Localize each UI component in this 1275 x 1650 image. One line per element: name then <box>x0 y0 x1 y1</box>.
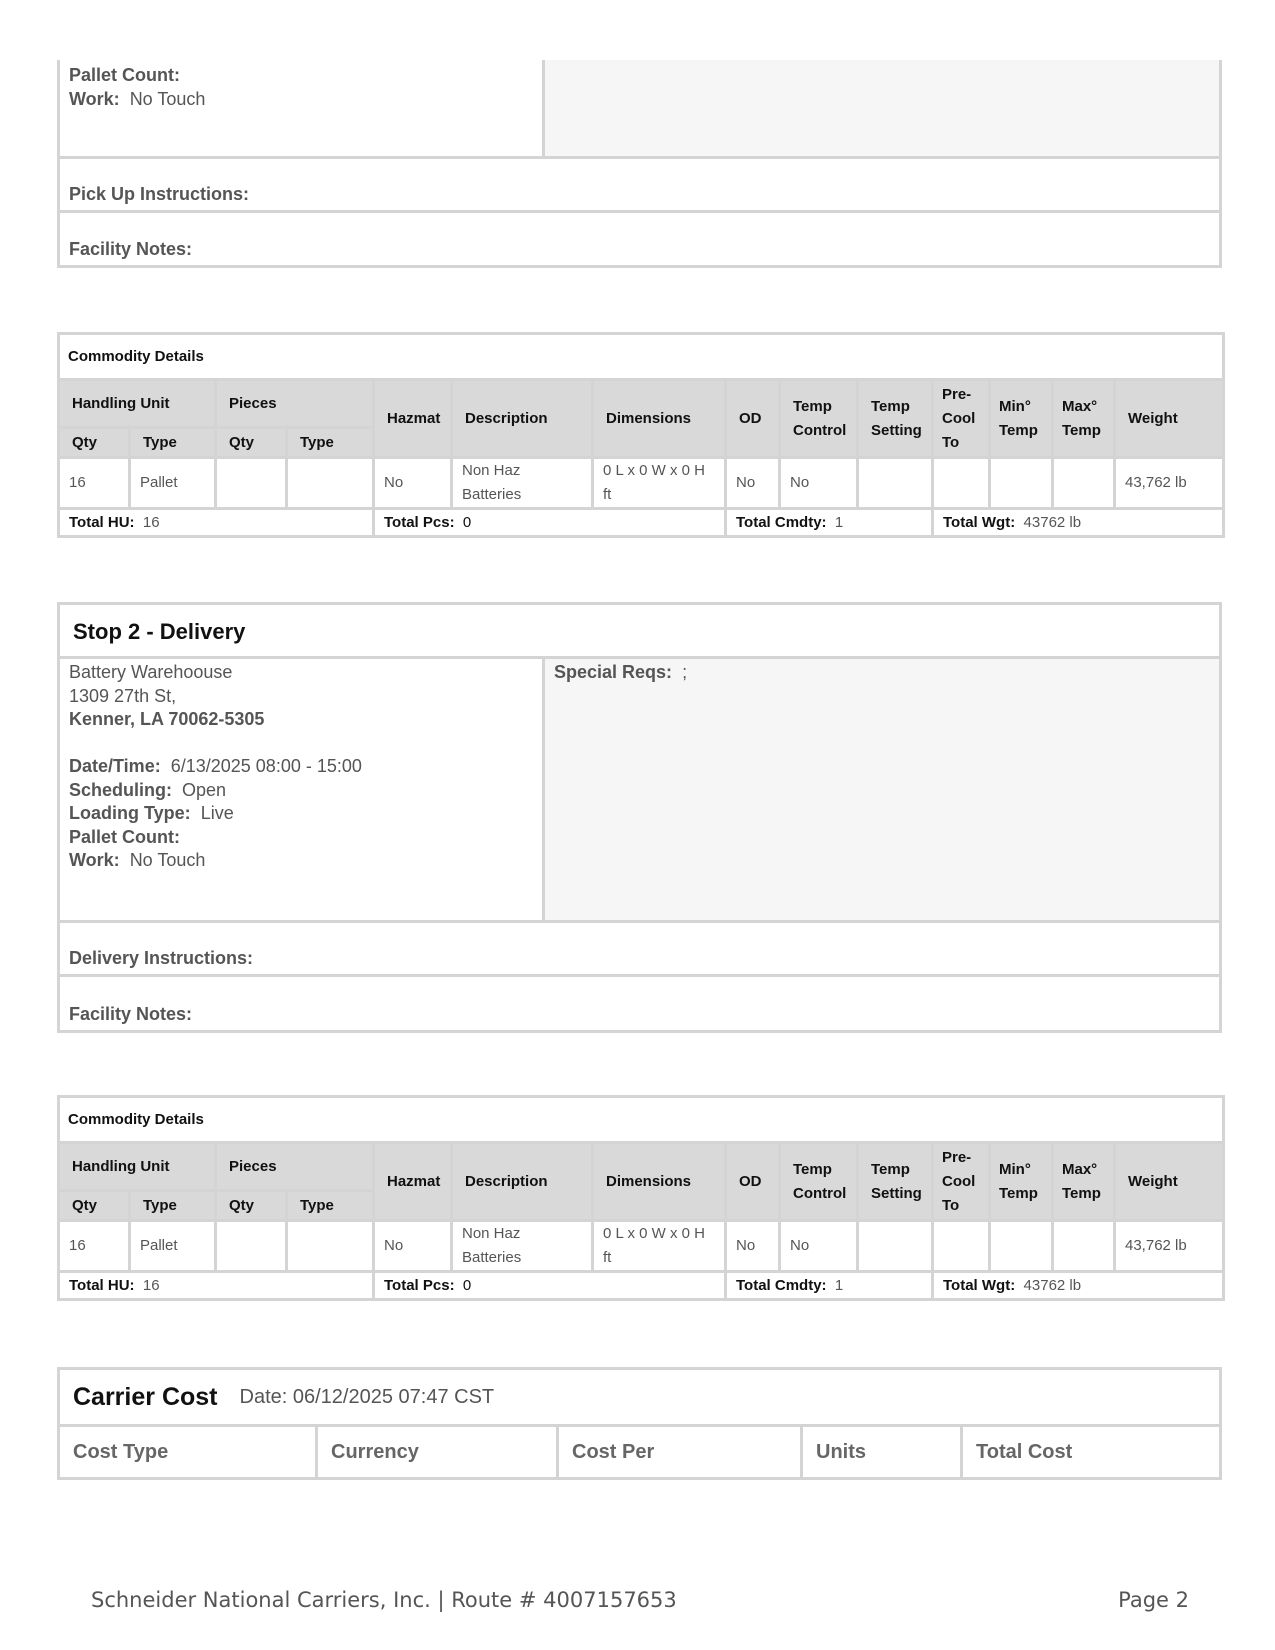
max-temp-header: Max° Temp <box>1053 380 1115 458</box>
datetime-value: 6/13/2025 08:00 - 15:00 <box>170 756 362 776</box>
carrier-cost-header-row <box>60 1427 1219 1477</box>
weight-cell: 43,762 lb <box>1115 1221 1224 1272</box>
pc-type-cell <box>287 1221 374 1272</box>
total-cmdty-value: 1 <box>834 514 844 531</box>
datetime-label: Date/Time: <box>69 756 161 776</box>
pickup-instructions-label: Pick Up Instructions: <box>69 183 250 204</box>
total-hu-label: Total HU: <box>69 514 135 531</box>
pc-qty-cell <box>216 1221 287 1272</box>
total-pcs-label: Total Pcs: <box>384 514 455 531</box>
work-label: Work: <box>69 88 120 109</box>
hazmat-header: Hazmat <box>374 380 452 458</box>
commodity-table <box>57 332 1225 538</box>
cost-type-header: Cost Type <box>60 1427 318 1477</box>
dimensions-header: Dimensions <box>593 1143 726 1221</box>
hu-type-header: Type <box>130 428 216 458</box>
work-label: Work: <box>69 850 120 870</box>
commodity-table <box>57 1095 1225 1301</box>
pieces-header: Pieces <box>216 380 374 428</box>
pc-type-header: Type <box>287 428 374 458</box>
special-reqs-value: ; <box>682 662 688 682</box>
pre-cool-header: Pre-Cool To <box>933 380 990 458</box>
od-header: OD <box>726 1143 780 1221</box>
weight-cell: 43,762 lb <box>1115 458 1224 509</box>
pallet-count-label: Pallet Count: <box>69 826 180 847</box>
pc-type-cell <box>287 458 374 509</box>
carrier-cost-title: Carrier Cost <box>73 1382 218 1411</box>
temp-control-cell: No <box>780 1221 858 1272</box>
pc-qty-header: Qty <box>216 1191 287 1221</box>
delivery-instructions-row <box>60 923 1219 977</box>
table-row <box>59 1221 1224 1272</box>
facility-notes-label: Facility Notes: <box>69 1003 193 1024</box>
carrier-cost-box <box>57 1367 1222 1480</box>
total-wgt-value: 43762 lb <box>1023 1277 1082 1294</box>
temp-setting-header: Temp Setting <box>858 380 933 458</box>
stop2-title: Stop 2 - Delivery <box>60 605 1219 659</box>
total-pcs-value: 0 <box>462 514 472 531</box>
pieces-header: Pieces <box>216 1143 374 1191</box>
description-cell: Non Haz Batteries <box>452 1221 593 1272</box>
stop2-details <box>60 659 545 920</box>
special-reqs-panel <box>545 659 1219 920</box>
hu-type-cell: Pallet <box>130 458 216 509</box>
pc-type-header: Type <box>287 1191 374 1221</box>
temp-control-header: Temp Control <box>780 380 858 458</box>
total-cmdty-label: Total Cmdty: <box>736 514 827 531</box>
min-temp-header: Min° Temp <box>990 1143 1053 1221</box>
temp-control-header: Temp Control <box>780 1143 858 1221</box>
weight-header: Weight <box>1115 380 1224 458</box>
cost-per-header: Cost Per <box>559 1427 803 1477</box>
od-cell: No <box>726 1221 780 1272</box>
pre-cool-cell <box>933 458 990 509</box>
temp-setting-header: Temp Setting <box>858 1143 933 1221</box>
max-temp-cell <box>1053 1221 1115 1272</box>
scheduling-label: Scheduling: <box>69 779 172 800</box>
work-value: No Touch <box>129 88 206 109</box>
hu-qty-header: Qty <box>59 428 130 458</box>
max-temp-cell <box>1053 458 1115 509</box>
weight-header: Weight <box>1115 1143 1224 1221</box>
table-row <box>59 458 1224 509</box>
delivery-instructions-label: Delivery Instructions: <box>69 947 254 968</box>
total-wgt-value: 43762 lb <box>1023 514 1082 531</box>
facility-notes-row <box>60 977 1219 1030</box>
pre-cool-header: Pre-Cool To <box>933 1143 990 1221</box>
handling-unit-header: Handling Unit <box>59 1143 216 1191</box>
max-temp-header: Max° Temp <box>1053 1143 1115 1221</box>
total-cost-header: Total Cost <box>976 1441 1073 1463</box>
pc-qty-cell <box>216 458 287 509</box>
temp-setting-cell <box>858 458 933 509</box>
commodity-details-1 <box>57 332 1222 538</box>
hazmat-header: Hazmat <box>374 1143 452 1221</box>
total-pcs-value: 0 <box>462 1277 472 1294</box>
hu-type-header: Type <box>130 1191 216 1221</box>
city-state-zip: Kenner, LA 70062-5305 <box>69 709 265 729</box>
loading-type-value: Live <box>200 803 234 823</box>
total-pcs-label: Total Pcs: <box>384 1277 455 1294</box>
pallet-count-label: Pallet Count: <box>69 65 180 85</box>
stop1-details <box>60 60 545 156</box>
dimensions-header: Dimensions <box>593 380 726 458</box>
special-reqs-label: Special Reqs: <box>554 662 673 682</box>
street-address: 1309 27th St, <box>69 685 177 706</box>
hu-qty-cell: 16 <box>59 1221 130 1272</box>
scheduling-value: Open <box>182 779 227 800</box>
facility-name: Battery Warehoouse <box>69 662 233 682</box>
description-cell: Non Haz Batteries <box>452 458 593 509</box>
totals-row <box>59 509 1224 537</box>
facility-notes-row <box>60 213 1219 265</box>
facility-notes-label: Facility Notes: <box>69 238 193 259</box>
hu-qty-cell: 16 <box>59 458 130 509</box>
hu-qty-header: Qty <box>59 1191 130 1221</box>
total-wgt-label: Total Wgt: <box>943 514 1016 531</box>
pickup-instructions-row <box>60 159 1219 213</box>
min-temp-header: Min° Temp <box>990 380 1053 458</box>
totals-row <box>59 1272 1224 1300</box>
footer-page-number: Page 2 <box>1118 1588 1189 1612</box>
description-header: Description <box>452 380 593 458</box>
dimensions-cell: 0 L x 0 W x 0 H ft <box>593 458 726 509</box>
footer-company-route: Schneider National Carriers, Inc. | Route # 4007157653 <box>91 1588 677 1612</box>
total-hu-value: 16 <box>142 1277 160 1294</box>
hu-type-cell: Pallet <box>130 1221 216 1272</box>
dimensions-cell: 0 L x 0 W x 0 H ft <box>593 1221 726 1272</box>
hazmat-cell: No <box>374 458 452 509</box>
pre-cool-cell <box>933 1221 990 1272</box>
temp-control-cell: No <box>780 458 858 509</box>
carrier-cost-date: Date: 06/12/2025 07:47 CST <box>239 1385 495 1408</box>
min-temp-cell <box>990 458 1053 509</box>
total-cmdty-label: Total Cmdty: <box>736 1277 827 1294</box>
description-header: Description <box>452 1143 593 1221</box>
total-wgt-label: Total Wgt: <box>943 1277 1016 1294</box>
commodity-title: Commodity Details <box>59 1097 1224 1143</box>
currency-header: Currency <box>318 1427 559 1477</box>
min-temp-cell <box>990 1221 1053 1272</box>
total-hu-value: 16 <box>142 514 160 531</box>
hazmat-cell: No <box>374 1221 452 1272</box>
stop1-info-box <box>57 60 1222 268</box>
od-cell: No <box>726 458 780 509</box>
stop2-box <box>57 602 1222 1033</box>
od-header: OD <box>726 380 780 458</box>
loading-type-label: Loading Type: <box>69 803 191 823</box>
total-cmdty-value: 1 <box>834 1277 844 1294</box>
work-value: No Touch <box>129 850 206 870</box>
stop1-special-panel <box>545 60 1219 156</box>
temp-setting-cell <box>858 1221 933 1272</box>
commodity-details-2 <box>57 1095 1222 1301</box>
commodity-title: Commodity Details <box>59 334 1224 380</box>
units-header: Units <box>803 1427 963 1477</box>
pc-qty-header: Qty <box>216 428 287 458</box>
handling-unit-header: Handling Unit <box>59 380 216 428</box>
total-hu-label: Total HU: <box>69 1277 135 1294</box>
